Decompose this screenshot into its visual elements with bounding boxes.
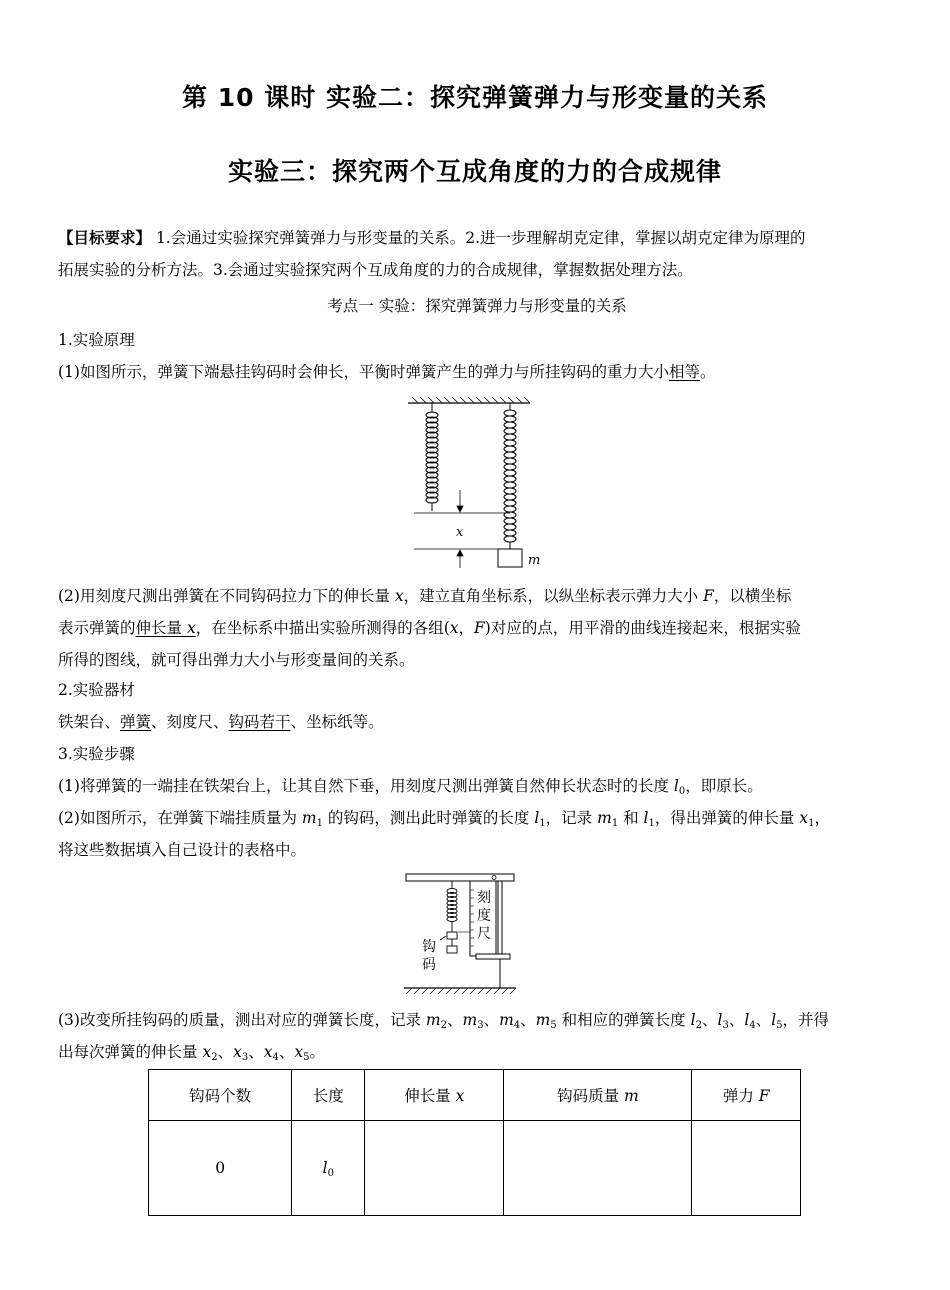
principle-p2-line-1: (2)用刻度尺测出弹簧在不同钩码拉力下的伸长量 x，建立直角坐标系，以纵坐标表示弹力大小 F，以横坐标 [58, 587, 792, 605]
cell-extension [365, 1121, 504, 1216]
step-2-line-2: 将这些数据填入自己设计的表格中。 [58, 841, 307, 859]
principle-p2-line-3: 所得的图线，就可得出弹力大小与形变量间的关系。 [58, 651, 415, 669]
hook-label-2: 码 [422, 957, 436, 973]
header-cell-mass: 钩码质量 m [504, 1070, 692, 1121]
section-heading: 考点一 实验：探究弹簧弹力与形变量的关系 [327, 297, 627, 315]
header-cell-length: 长度 [292, 1070, 365, 1121]
goals-line-2: 拓展实验的分析方法。3.会通过实验探究两个互成角度的力的合成规律，掌握数据处理方法。 [58, 261, 693, 279]
weight-block [498, 549, 522, 567]
title-line-2: 实验三：探究两个互成角度的力的合成规律 [227, 157, 722, 186]
table-row [149, 1121, 801, 1216]
title-line-1: 第 10 课时 实验二：探究弹簧弹力与形变量的关系 [182, 83, 768, 112]
ruler-label-2: 度 [477, 908, 491, 924]
hook-label-1: 钩 [422, 939, 436, 955]
principle-p1 [58, 356, 896, 388]
cell-length: $l_0$ [292, 1121, 365, 1216]
ruler-label-3: 尺 [477, 926, 491, 942]
spring-ruler-figure [400, 870, 520, 994]
left-spring [426, 403, 438, 511]
step-3 [58, 1004, 896, 1068]
cell-force [692, 1121, 801, 1216]
header-cell-extension: 伸长量 x [365, 1070, 504, 1121]
ruler-label-1: 刻 [477, 890, 491, 906]
goals-paragraph [58, 222, 896, 286]
cell-mass [504, 1121, 692, 1216]
principle-p2 [58, 580, 896, 676]
step-2-line-1: (2)如图所示，在弹簧下端挂质量为 $m_1$ 的钩码，测出此时弹簧的长度 $l_1$，记录 $m_1$ 和 $l_1$，得出弹簧的伸长量 $x_1$， [58, 809, 830, 829]
equipment-heading: 2.实验器材 [58, 681, 135, 699]
principle-p1-end: 。 [699, 363, 716, 381]
spring-figure-1 [400, 396, 550, 572]
principle-p1-underlined: 相等 [668, 363, 700, 381]
label-m: m [528, 553, 541, 568]
header-cell-count: 钩码个数 [149, 1070, 292, 1121]
hanging-spring [440, 881, 457, 953]
principle-heading: 1.实验原理 [58, 331, 135, 349]
data-table [148, 1069, 801, 1216]
principle-p2-line-2: 表示弹簧的伸长量 x，在坐标系中描出实验所测得的各组(x，F)对应的点，用平滑的曲线连接起来，根据实验 [58, 619, 801, 637]
goals-line-1: 1.会通过实验探究弹簧弹力与形变量的关系。2.进一步理解胡克定律，掌握以胡克定律为原理的 [151, 229, 806, 247]
right-spring [504, 403, 516, 549]
step-3-line-1: (3)改变所挂钩码的质量，测出对应的弹簧长度，记录 $m_2$、$m_3$、$m_4$、$m_5$ 和相应的弹簧长度 $l_2$、$l_3$、$l_4$、$l_5$，并得 [58, 1011, 830, 1031]
principle-p1-text: (1)如图所示，弹簧下端悬挂钩码时会伸长，平衡时弹簧产生的弹力与所挂钩码的重力大小 [58, 363, 669, 381]
step-3-line-2: 出每次弹簧的伸长量 $x_2$、$x_3$、$x_4$、$x_5$。 [58, 1043, 325, 1063]
table-header-row [149, 1070, 801, 1121]
label-x: x [456, 525, 464, 540]
equipment-list: 铁架台、弹簧、刻度尺、钩码若干、坐标纸等。 [58, 713, 384, 731]
cell-count: 0 [149, 1121, 292, 1216]
steps-heading: 3.实验步骤 [58, 745, 135, 763]
step-2 [58, 802, 896, 866]
goals-label: 【目标要求】 [58, 228, 152, 247]
header-cell-force: 弹力 F [692, 1070, 801, 1121]
step-1: (1)将弹簧的一端挂在铁架台上，让其自然下垂，用刻度尺测出弹簧自然伸长状态时的长度 $l_0$，即原长。 [58, 777, 763, 797]
